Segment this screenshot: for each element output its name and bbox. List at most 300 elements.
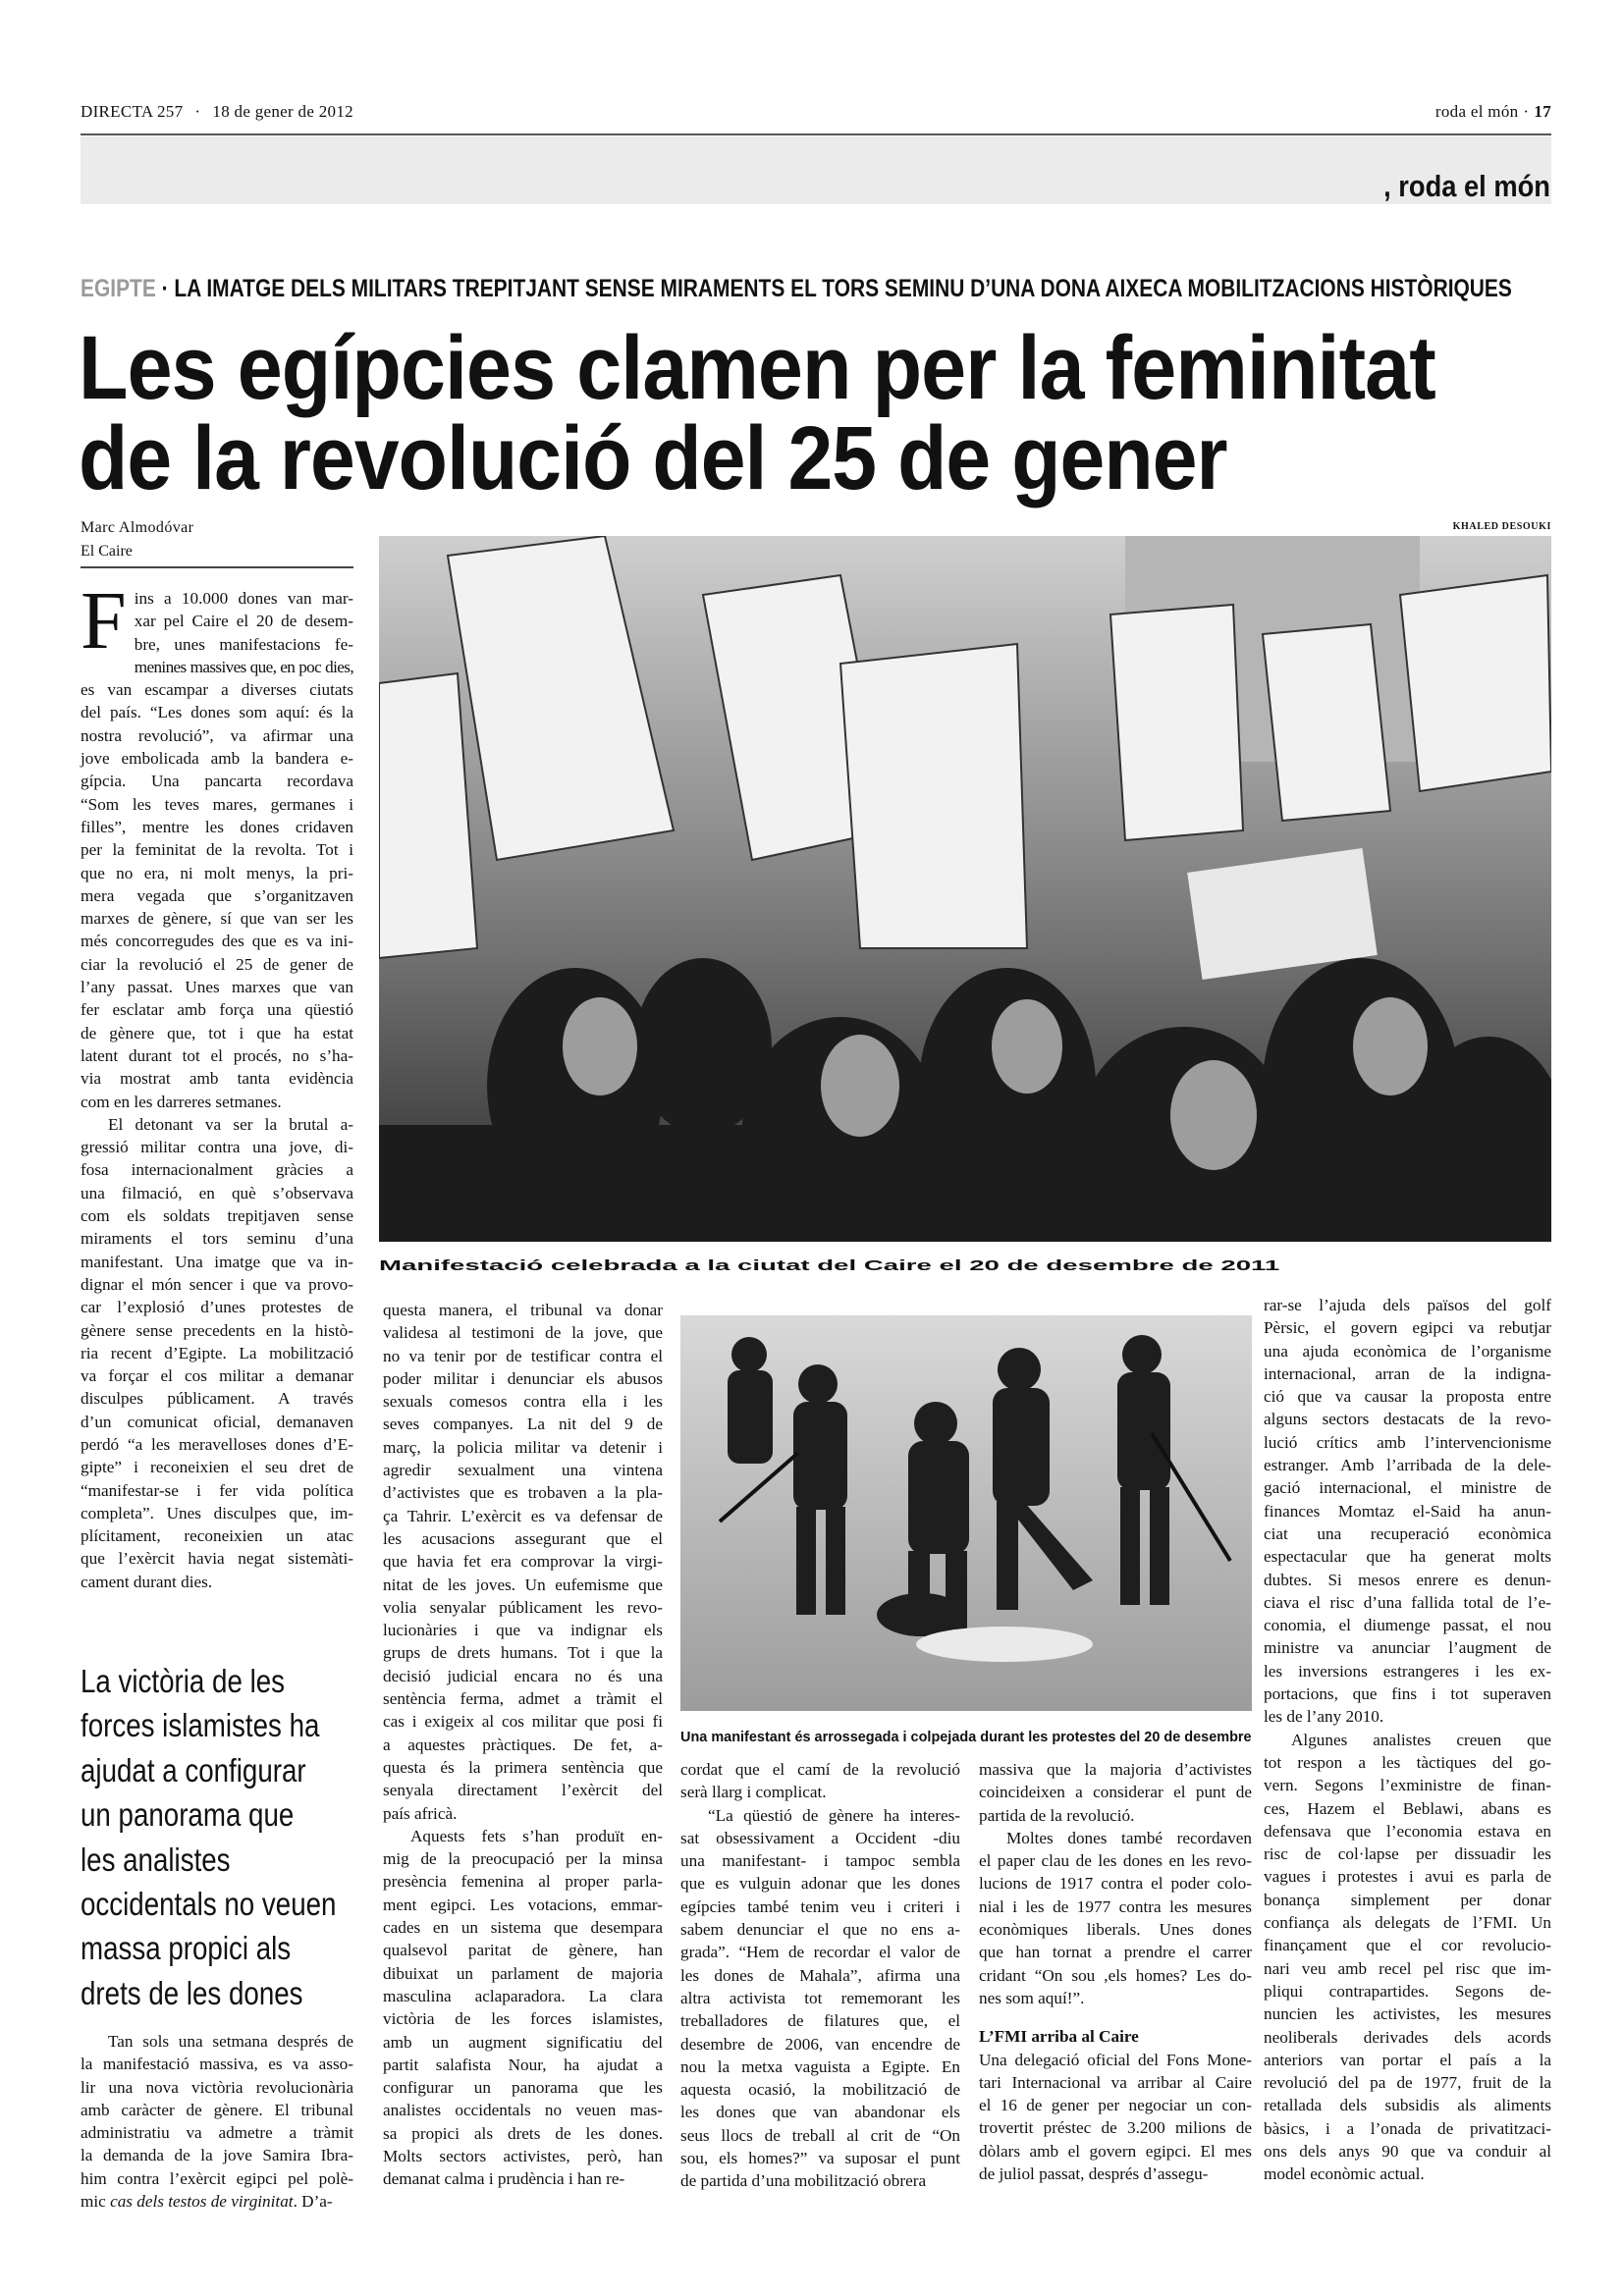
line-text: fer esclatar amb força una qüestió	[81, 1000, 353, 1020]
line-text: retallada dels subsidis als aliments	[1264, 2096, 1551, 2115]
text-line	[383, 1641, 663, 1664]
text-line	[81, 838, 353, 861]
text-line	[383, 1916, 663, 1939]
line-text: configurar un panorama que les	[383, 2078, 663, 2098]
text-line	[81, 953, 353, 976]
text-line	[81, 816, 353, 838]
line-text: gipte” i reconeixien el seu dret de	[81, 1458, 353, 1477]
text-line	[680, 1827, 960, 1849]
paragraph	[680, 1804, 960, 2193]
text-line	[81, 1251, 353, 1273]
text-line	[81, 1387, 353, 1410]
text-line	[383, 1345, 663, 1367]
publication-issue: DIRECTA 257	[81, 102, 184, 121]
line-text: econòmiques liberals. Unes dones	[979, 1920, 1252, 1940]
line-text: senyala directament l’exèrcit del	[383, 1781, 663, 1800]
text-line	[81, 1067, 353, 1090]
kicker	[81, 275, 1512, 303]
line-text: bonança simplement per donar	[1264, 1890, 1551, 1909]
text-line	[383, 1985, 663, 2007]
text-line	[1264, 1591, 1551, 1614]
line-text: “manifestar-se i fer vida política	[81, 1480, 353, 1500]
line-text: altra activista tot rememorant les	[680, 1988, 960, 2007]
paragraph	[383, 1825, 663, 2191]
paragraph	[1264, 1294, 1551, 1729]
line-text: lir una nova victòria revolucionària	[81, 2077, 353, 2097]
text-line	[81, 930, 353, 952]
text-line	[383, 1459, 663, 1481]
kicker-separator: ·	[155, 275, 175, 302]
pull-quote-line: drets de les dones	[81, 1974, 303, 2011]
text-line	[383, 1367, 663, 1390]
line-text: coincideixen a considerar el punt de	[979, 1783, 1252, 1802]
text-line	[81, 1319, 353, 1342]
line-text: sa propici als drets de les dones.	[383, 2123, 663, 2143]
photo-caption: Una manifestant és arrossegada i colpejada durant les protestes del 20 de desembre	[680, 1729, 1252, 1745]
line-text: lucionàries i que va indignar els	[383, 1621, 663, 1640]
line-text: sou, els homes?” va suposar el punt	[680, 2149, 960, 2168]
line-text: qualsevol paritat de gènere, han	[383, 1941, 663, 1960]
text-line	[680, 1896, 960, 1918]
line-text: ons dels anys 90 que va conduir al	[1264, 2141, 1551, 2161]
line-text: perdó “a les meravelloses dones d’E-	[81, 1434, 353, 1454]
text-line	[979, 2071, 1252, 2094]
text-line	[979, 1804, 1252, 1827]
line-text: les dones que van abandonar els	[680, 2103, 960, 2122]
line-text: vagues i protestes i avui es parla de	[1264, 1867, 1551, 1887]
text-line	[1264, 2117, 1551, 2140]
soldiers-photo	[680, 1315, 1252, 1711]
line-text: miraments el tors seminu d’una	[81, 1229, 353, 1249]
text-line	[81, 2121, 353, 2144]
pull-quote-line: un panorama que	[81, 1796, 295, 1834]
protest-photo-image	[379, 536, 1551, 1242]
text-line	[680, 1804, 960, 1827]
text-line	[1264, 2002, 1551, 2025]
line-text: es van escampar a diverses ciutats	[81, 680, 353, 700]
line-text: tot respon a les tàctiques del go-	[1264, 1752, 1551, 1772]
line-text: el 16 de gener per negociar un con-	[979, 2096, 1252, 2115]
text-line	[1264, 1431, 1551, 1454]
running-header-right	[1435, 102, 1551, 122]
text-line	[81, 1571, 353, 1593]
text-line	[1264, 1797, 1551, 1820]
line-text: car l’explosió d’unes protestes de	[81, 1298, 353, 1317]
page-number: 17	[1534, 102, 1551, 121]
line-text: Tan sols una setmana després de	[108, 2032, 353, 2051]
paragraph	[383, 1299, 663, 1825]
text-line	[383, 1870, 663, 1893]
line-text: ciar la revolució el 25 de gener de	[81, 954, 353, 974]
text-line	[1264, 1522, 1551, 1545]
text-line	[383, 1687, 663, 1710]
kicker-text: LA IMATGE DELS MILITARS TREPITJANT SENSE MIRAMENTS EL TORS SEMINU D’UNA DONA AIXECA MOBILITZACIONS HISTÒRIQUES	[174, 275, 1512, 302]
text-line	[1264, 1889, 1551, 1911]
line-text: finançament que el cor revolucio-	[1264, 1936, 1551, 1955]
line-text: partit salafista Nour, ha ajudat a	[383, 2055, 663, 2074]
line-text: Pèrsic, el govern egipci va rebutjar	[1264, 1318, 1551, 1338]
line-text: nostra revolució”, va afirmar una	[81, 725, 353, 745]
text-line	[383, 1574, 663, 1596]
line-text: gressió militar contra una jove, di-	[81, 1138, 353, 1157]
line-text: grada”. “Hem de recordar el valor de	[680, 1943, 960, 1962]
text-line	[680, 1941, 960, 1963]
line-text: treballadores de filatures que, el	[680, 2011, 960, 2031]
line-text: fosa internacionalment gràcies a	[81, 1160, 353, 1180]
line-text: plícitament, reconeixien un atac	[81, 1526, 353, 1546]
text-line	[1264, 1865, 1551, 1888]
text-line	[680, 1964, 960, 1987]
text-line	[1264, 1705, 1551, 1728]
line-text: estranger. Amb l’arribada de la dele-	[1264, 1456, 1551, 1475]
text-line	[1264, 1774, 1551, 1796]
line-text: lucions de 1917 contra el poder colo-	[979, 1874, 1252, 1894]
line-text: completa”. Unes disculpes que, im-	[81, 1503, 353, 1522]
line-text: sentència ferma, admet a tràmit el	[383, 1689, 663, 1709]
paragraph	[979, 2049, 1252, 2186]
header-rule	[81, 133, 1551, 135]
line-text: les de l’any 2010.	[1264, 1707, 1384, 1727]
text-line	[1264, 2026, 1551, 2049]
line-text: més concorregudes des que es va ini-	[81, 932, 353, 951]
text-line	[383, 1527, 663, 1550]
line-text: dignar el món sencer i que va provo-	[81, 1274, 353, 1294]
line-text: anteriors van portar el país a la	[1264, 2050, 1551, 2069]
text-line	[979, 1872, 1252, 1895]
line-text: mig de la preocupació per la minsa	[383, 1849, 663, 1869]
text-line	[81, 1113, 353, 1136]
line-text: menines massives que, en poc dies,	[134, 657, 353, 676]
text-line	[81, 2053, 353, 2075]
line-text: de partida d’una mobilització obrera	[680, 2171, 927, 2191]
text-line	[383, 2031, 663, 2054]
text-line	[383, 1802, 663, 1825]
line-text: dibuixat un parlament de majoria	[383, 1963, 663, 1983]
text-line	[680, 1781, 960, 1803]
line-text: aquesta ocasió, la mobilització de	[680, 2080, 960, 2100]
text-line	[81, 1296, 353, 1318]
line-text: que no era, ni molt menys, la pri-	[81, 863, 353, 882]
line-text: decisió judicial encara no és una	[383, 1666, 663, 1685]
line-text: que es vulguin adonar que les dones	[680, 1874, 960, 1894]
text-line	[680, 2009, 960, 2032]
text-line	[383, 1756, 663, 1779]
line-text: revolució del pa de 1977, fruit de la	[1264, 2073, 1551, 2093]
text-line	[81, 862, 353, 884]
line-text: agredir sexualment una vintena	[383, 1461, 663, 1480]
line-text: confiança als delegats de l’FMI. Un	[1264, 1913, 1551, 1933]
text-line	[81, 1502, 353, 1524]
line-text: una ajuda econòmica de l’organisme	[1264, 1341, 1551, 1361]
text-line	[383, 1825, 663, 1847]
section-band-label: , roda el món	[1383, 169, 1550, 203]
line-text: d’un comunicat oficial, demanaven	[81, 1412, 353, 1431]
line-text: poder militar i denunciar els abusos	[383, 1368, 663, 1388]
text-line	[1264, 1682, 1551, 1705]
line-text: lució crítics amb l’intervencionisme	[1264, 1432, 1551, 1452]
text-line	[81, 1364, 353, 1387]
text-line	[979, 2049, 1252, 2071]
text-line	[1264, 1454, 1551, 1476]
pull-quote-line: les analistes	[81, 1841, 231, 1878]
paragraph	[81, 1113, 353, 1593]
text-line	[1264, 1636, 1551, 1659]
line-text: Una delegació oficial del Fons Mone-	[979, 2050, 1252, 2069]
text-line	[1264, 2140, 1551, 2163]
text-line	[81, 1479, 353, 1502]
text-line	[81, 1456, 353, 1478]
line-text: him contra l’exèrcit egipci pel polè-	[81, 2168, 353, 2188]
line-text: a aquestes pràctiques. De fet, a-	[383, 1735, 663, 1754]
line-text: que l’exèrcit havia negat sistemàti-	[81, 1549, 353, 1569]
line-text: sabem denunciar el que no ens a-	[680, 1920, 960, 1940]
text-line	[383, 1505, 663, 1527]
text-line	[81, 907, 353, 930]
line-text: amb un augment significatiu del	[383, 2032, 663, 2052]
text-line	[680, 2078, 960, 2101]
text-line	[81, 678, 353, 701]
line-text: mera vegada que s’organitzaven	[81, 885, 353, 905]
line-text: manifestant. Una imatge que va in-	[81, 1252, 353, 1271]
line-text: cades en un sistema que desempara	[383, 1918, 663, 1938]
section-band	[81, 136, 1551, 204]
line-text: egípcies també tenim veu i criteri i	[680, 1896, 960, 1916]
pull-quote-line: ajudat a configurar	[81, 1751, 306, 1789]
text-line	[1264, 1934, 1551, 1956]
text-line	[680, 1872, 960, 1895]
text-line	[680, 2124, 960, 2147]
line-text: que han tornat a prendre el carrer	[979, 1943, 1252, 1962]
body-column-1-continued	[81, 2030, 353, 2213]
line-text: internacional, arran de la indigna-	[1264, 1363, 1551, 1383]
line-text: neoliberals derivades dels acords	[1264, 2027, 1551, 2047]
text-line	[81, 2167, 353, 2190]
line-text: cordat que el camí de la revolució	[680, 1760, 960, 1779]
text-line	[81, 998, 353, 1021]
line-text: cas i exigeix al cos militar que posi fi	[383, 1712, 663, 1732]
line-text: partida de la revolució.	[979, 1805, 1135, 1825]
text-line	[383, 1665, 663, 1687]
line-text	[81, 2192, 333, 2211]
body-column-2	[383, 1299, 663, 2191]
text-line	[1264, 1569, 1551, 1591]
text-line	[383, 1390, 663, 1413]
running-header-left	[81, 102, 353, 122]
author: Marc Almodóvar	[81, 519, 194, 536]
text-line	[81, 2144, 353, 2166]
line-text: desembre de 2006, van encendre de	[680, 2034, 960, 2054]
text-line	[1264, 1545, 1551, 1568]
text-line	[81, 2190, 353, 2213]
text-line	[1264, 1408, 1551, 1430]
text-line	[979, 1918, 1252, 1941]
line-text: gènere sense precedents en la histò-	[81, 1320, 353, 1340]
line-text: nou la metxa vaguista a Egipte. En	[680, 2056, 960, 2076]
separator: ·	[1523, 102, 1530, 121]
line-text: ment egipci. Les votacions, emmar-	[383, 1895, 663, 1914]
line-text: via mostrat amb tanta evidència	[81, 1069, 353, 1089]
line-text: una filmació, en què s’observava	[81, 1183, 353, 1202]
line-text: administratiu va admetre a tràmit	[81, 2123, 353, 2143]
text-line	[81, 1524, 353, 1547]
line-text: ció que va causar la proposta entre	[1264, 1387, 1551, 1407]
line-text: serà llarg i complicat.	[680, 1783, 827, 1802]
line-text: “La qüestió de gènere ha interes-	[708, 1805, 960, 1825]
text-line	[383, 1550, 663, 1573]
text-line	[680, 1987, 960, 2009]
line-text: cament durant dies.	[81, 1572, 213, 1591]
line-text: gació internacional, el ministre de	[1264, 1478, 1551, 1498]
paragraph	[979, 1827, 1252, 2009]
text-line	[1264, 1385, 1551, 1408]
text-line	[81, 793, 353, 816]
text-line	[81, 976, 353, 998]
line-text: sat obsessivament a Occident -diu	[680, 1828, 960, 1847]
section-name: roda el món	[1434, 102, 1519, 121]
line-text: sexuals comesos contra ella i les	[383, 1392, 663, 1412]
line-text: l’any passat. Unes marxes que van	[81, 978, 353, 997]
text-line	[383, 1894, 663, 1916]
line-text: Molts sectors activistes, però, han	[383, 2146, 663, 2165]
line-text: dubtes. Si mesos enrere es denun-	[1264, 1570, 1551, 1589]
text-line	[383, 1710, 663, 1733]
line-text: demanat calma i prudència i han re-	[383, 2169, 625, 2189]
separator: ·	[194, 102, 201, 121]
line-text: questa és la primera sentència que	[383, 1757, 663, 1777]
line-text: Algunes analistes creuen que	[1291, 1730, 1551, 1749]
text-line	[1264, 2094, 1551, 2116]
text-line	[1264, 1820, 1551, 1842]
line-text: massiva que la majoria d’activistes	[979, 1760, 1252, 1779]
pull-quote-line: forces islamistes ha	[81, 1707, 320, 1744]
line-text: filles”, mentre les dones cridaven	[81, 817, 353, 836]
line-text: bàsics, i a l’onada de privatitzaci-	[1264, 2118, 1551, 2138]
text-line	[1264, 2049, 1551, 2071]
line-text: victòria de les forces islamistes,	[383, 2009, 663, 2029]
text-line	[979, 1987, 1252, 2009]
text-line	[81, 2099, 353, 2121]
line-text: presència femenina al proper parla-	[383, 1872, 663, 1892]
text-line	[979, 2163, 1252, 2185]
text-line	[81, 1227, 353, 1250]
text-line	[1264, 1980, 1551, 2002]
text-line	[81, 884, 353, 907]
line-text: nes som aquí!”.	[979, 1988, 1085, 2007]
text-line	[680, 1758, 960, 1781]
line-text: risc de col·lapse per dissuadir les	[1264, 1844, 1551, 1864]
line-text: latent durant tot el procés, no s’ha-	[81, 1045, 353, 1065]
paragraph	[979, 1758, 1252, 1827]
line-text: pliqui contrapartides. Segons de-	[1264, 1981, 1551, 2001]
line-text: ciat una recuperació econòmica	[1264, 1523, 1551, 1543]
text-line	[680, 2147, 960, 2169]
line-text: la manifestació massiva, es va asso-	[81, 2055, 353, 2074]
line-text: disculpes públicament. A través	[81, 1389, 353, 1409]
text-line	[383, 1413, 663, 1435]
text-line	[1264, 1316, 1551, 1339]
pull-quote-line: occidentals no veuen	[81, 1886, 337, 1923]
text-line	[81, 1158, 353, 1181]
text-line	[1264, 1957, 1551, 1980]
text-line	[979, 2094, 1252, 2116]
text-line	[383, 1481, 663, 1504]
line-text: Moltes dones també recordaven	[1006, 1828, 1252, 1847]
line-text: nitat de les joves. Un eufemisme que	[383, 1575, 663, 1594]
line-text: ces, Hazem el Beblawi, abans es	[1264, 1798, 1551, 1818]
line-text: va forçar el cos militar a demanar	[81, 1366, 353, 1386]
paragraph	[1264, 1729, 1551, 2186]
italic-title: cas dels testos de virginitat	[110, 2192, 294, 2212]
text-line	[383, 2167, 663, 2190]
pull-quote	[81, 1659, 336, 2015]
drop-cap: F	[81, 575, 127, 667]
text-line	[383, 1939, 663, 1961]
line-text: tari Internacional va arribar al Caire	[979, 2072, 1252, 2092]
text-line	[81, 747, 353, 770]
line-text: per la feminitat de la revolta. Tot i	[81, 840, 353, 860]
text-line	[680, 1918, 960, 1941]
text-line	[1264, 1362, 1551, 1385]
text-line	[81, 1273, 353, 1296]
text-line	[383, 2145, 663, 2167]
line-text: portacions, que fins i tot superaven	[1264, 1684, 1551, 1704]
line-text: ça Tahrir. L’exèrcit es va defensar de	[383, 1506, 663, 1525]
text-line	[1264, 1751, 1551, 1774]
line-text: analistes occidentals no veuen mas-	[383, 2101, 663, 2120]
line-text: les dones de Mahala”, afirma una	[680, 1965, 960, 1985]
line-text: de gènere que, tot i que ha estat	[81, 1023, 353, 1042]
line-text: grups de drets humans. Tot i que la	[383, 1643, 663, 1663]
text-line	[680, 2056, 960, 2078]
line-text: dòlars amb el govern egipci. El mes	[979, 2141, 1252, 2161]
text-line	[1264, 1911, 1551, 1934]
line-text: com en les darreres setmanes.	[81, 1092, 282, 1111]
text-line	[383, 1436, 663, 1459]
text-line	[979, 1827, 1252, 1849]
line-text: març, la policia militar va detenir i	[383, 1437, 663, 1457]
headline-line-1: Les egípcies clamen per la feminitat	[79, 318, 1435, 418]
text-line	[81, 724, 353, 747]
line-text: Aquests fets s’han produït en-	[410, 1826, 663, 1845]
text-line	[81, 770, 353, 792]
line-text: trovertit préstec de 3.200 milions de	[979, 2118, 1252, 2138]
line-text: validesa al testimoni de la jove, que	[383, 1323, 663, 1343]
line-text: que havia fet era comprovar la virgi-	[383, 1552, 663, 1572]
text-line	[680, 2033, 960, 2056]
text-line	[81, 1091, 353, 1113]
text-line	[81, 1182, 353, 1204]
line-text: ins a 10.000 dones van mar-	[134, 589, 353, 608]
text-segment: . D’a-	[293, 2192, 333, 2212]
line-text: una manifestant- i tampoc sembla	[680, 1851, 960, 1871]
text-line	[979, 2140, 1252, 2163]
text-line	[1264, 1294, 1551, 1316]
text-line	[81, 1342, 353, 1364]
line-text: El detonant va ser la brutal a-	[108, 1114, 353, 1134]
pull-quote-line: massa propici als	[81, 1930, 292, 1967]
line-text: ciava el risc d’una fallida total de l’e-	[1264, 1592, 1551, 1612]
line-text: rar-se l’ajuda dels països del golf	[1264, 1296, 1551, 1314]
text-line	[1264, 1340, 1551, 1362]
line-text: volia senyalar públicament les revo-	[383, 1597, 663, 1617]
text-line	[383, 1847, 663, 1870]
line-text: seves companyes. La nit del 9 de	[383, 1415, 663, 1434]
text-line	[383, 2054, 663, 2076]
text-line	[680, 1849, 960, 1872]
text-line	[81, 701, 353, 723]
text-line	[81, 2076, 353, 2099]
text-line	[81, 1547, 353, 1570]
